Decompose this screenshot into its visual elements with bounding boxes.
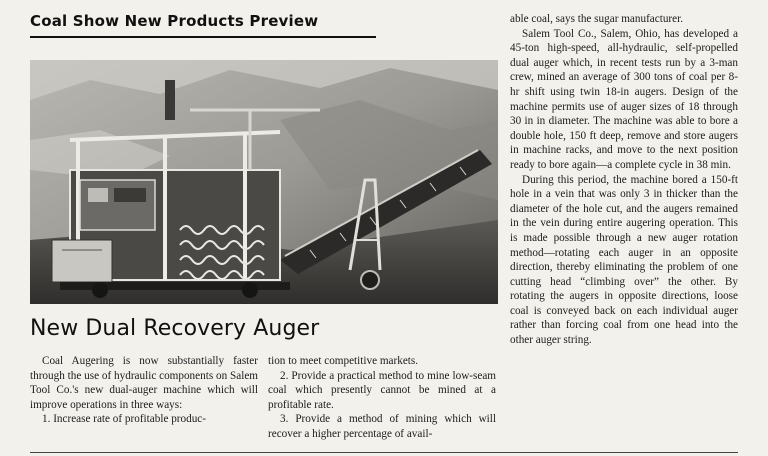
paragraph: Salem Tool Co., Salem, Ohio, has developed a 45-ton high-speed, all-hydraulic, self-propelled dual auger which, in recent tests run by a 3-man crew, mined an average of 300 tons of coal per 8-hr shift using twin 18-in augers. Design of the machine permits use of auger sizes of 18 through 30 in in diameter. The machine was able to bore a double hole, 150 ft deep, remove and store augers in machine racks, and move to the next position ready to bore again—a complete cycle in 38 min. <box>510 27 738 171</box>
paragraph: able coal, says the sugar manufacturer. <box>510 13 684 25</box>
article-column-2 <box>268 354 496 442</box>
article-headline: New Dual Recovery Auger <box>30 316 320 341</box>
paragraph: 3. Provide a method of mining which will recover a higher percentage of avail- <box>268 413 496 440</box>
paragraph: Coal Augering is now substantially faster through the use of hydraulic components on Salem Tool Co.'s new dual-auger machine which will improve operations in three ways: <box>30 355 258 411</box>
bottom-divider <box>30 452 738 453</box>
section-kicker: Coal Show New Products Preview <box>30 12 319 30</box>
article-column-1 <box>30 354 258 427</box>
photo-illustration <box>30 60 498 304</box>
paragraph: 1. Increase rate of profitable produc- <box>42 413 206 426</box>
paragraph: During this period, the machine bored a 150-ft hole in a vein that was only 3 in thicker than the diameter of the hole cut, and the augers remained in the vein during entire augering operation. This is made possible through a new auger rotation method—rotating each auger in an opposite direction, thereby eliminating the problem of one cutting head “climbing over” the other. By rotating the augers in opposite directions, loose coal is conveyed back on each individual auger rather than forcing coal from one head into the other auger string. <box>510 173 738 347</box>
kicker-underline <box>30 36 376 38</box>
paragraph: tion to meet competitive markets. <box>268 355 419 367</box>
article-column-3 <box>510 12 738 348</box>
auger-machine-photo <box>30 60 498 304</box>
paragraph: 2. Provide a practical method to mine low-seam coal which presently cannot be mined at a profitable rate. <box>268 369 496 411</box>
